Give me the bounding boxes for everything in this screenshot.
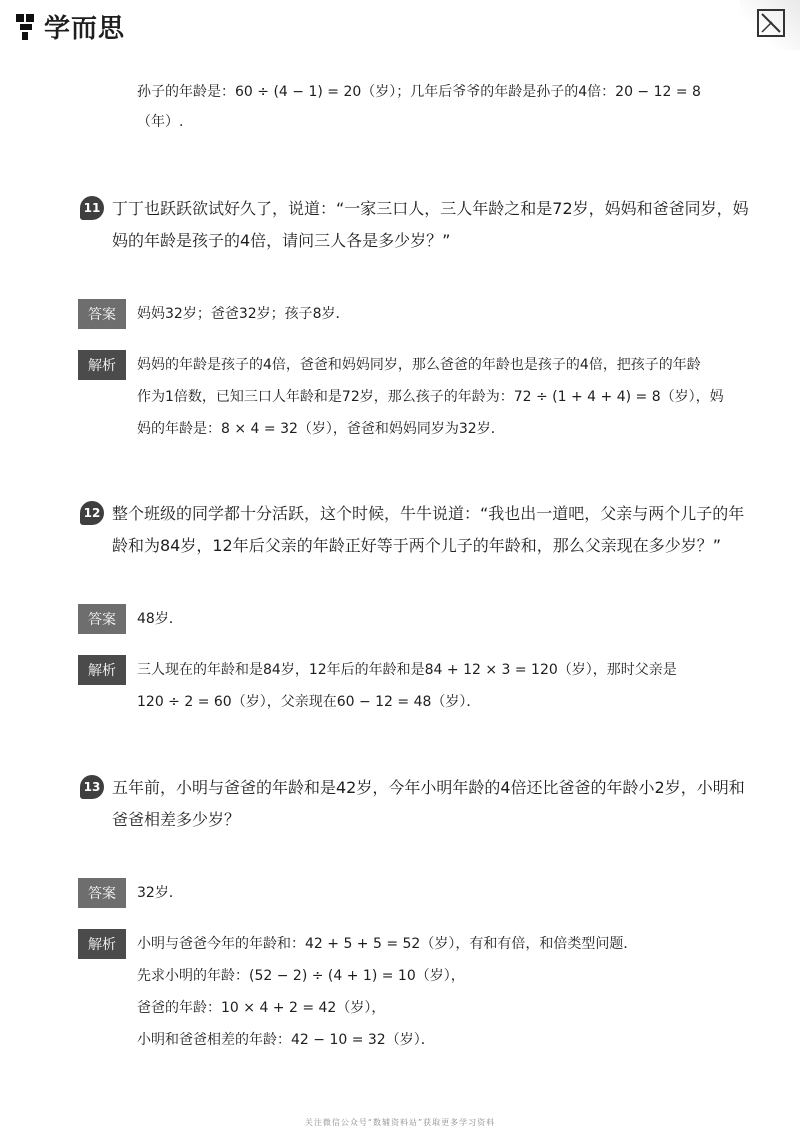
analysis-line: 先求小明的年龄：(52 − 2) ÷ (4 + 1) = 10（岁）， xyxy=(137,968,465,984)
problem-question-line: 妈的年龄是孩子的4倍，请问三人各是多少岁？” xyxy=(112,231,451,250)
answer-text: 48岁． xyxy=(137,611,183,627)
logo-mark-icon xyxy=(14,12,40,42)
analysis-line: 三人现在的年龄和是84岁，12年后的年龄和是84 + 12 × 3 = 120（岁），那时父亲是 xyxy=(137,662,677,678)
problem-question-line: 丁丁也跃跃欲试好久了，说道：“一家三口人，三人年龄之和是72岁，妈妈和爸爸同岁，妈 xyxy=(112,199,749,218)
brand-logo xyxy=(14,8,125,45)
answer-label: 答案 xyxy=(78,878,126,908)
intro-line-2: （年）. xyxy=(137,114,184,130)
problem-number-badge: 13 xyxy=(80,775,104,799)
analysis-line: 爸爸的年龄：10 × 4 + 2 = 42（岁）， xyxy=(137,1000,386,1016)
answer-label: 答案 xyxy=(78,604,126,634)
answer-label: 答案 xyxy=(78,299,126,329)
analysis-label: 解析 xyxy=(78,655,126,685)
analysis-line: 小明与爸爸今年的年龄和：42 + 5 + 5 = 52（岁），有和有倍，和倍类型问题． xyxy=(137,936,638,952)
problem-number-badge: 11 xyxy=(80,196,104,220)
analysis-line: 妈的年龄是：8 × 4 = 32（岁），爸爸和妈妈同岁为32岁． xyxy=(137,421,505,437)
analysis-line: 小明和爸爸相差的年龄：42 − 10 = 32（岁）． xyxy=(137,1032,435,1048)
answer-text: 妈妈32岁；爸爸32岁；孩子8岁． xyxy=(137,306,350,322)
problem-question-line: 龄和为84岁，12年后父亲的年龄正好等于两个儿子的年龄和，那么父亲现在多少岁？” xyxy=(112,536,722,555)
problem-question-line: 爸爸相差多少岁？ xyxy=(112,810,241,829)
brand-name: 学而思 xyxy=(44,14,126,44)
analysis-line: 作为1倍数，已知三口人年龄和是72岁，那么孩子的年龄为：72 ÷ (1 + 4 + 4) = 8（岁），妈 xyxy=(137,389,724,405)
problem-number-badge: 12 xyxy=(80,501,104,525)
analysis-label: 解析 xyxy=(78,350,126,380)
analysis-line: 120 ÷ 2 = 60（岁），父亲现在60 − 12 = 48（岁）． xyxy=(137,694,481,710)
analysis-line: 妈妈的年龄是孩子的4倍，爸爸和妈妈同岁，那么爸爸的年龄也是孩子的4倍，把孩子的年龄 xyxy=(137,357,701,373)
ruler-triangle-icon xyxy=(756,8,786,38)
intro-line-1: 孙子的年龄是：60 ÷ (4 − 1) = 20（岁）；几年后爷爷的年龄是孙子的4倍：20 − 12 = 8 xyxy=(137,84,701,100)
problem-question-line: 整个班级的同学都十分活跃，这个时候，牛牛说道：“我也出一道吧，父亲与两个儿子的年 xyxy=(112,504,745,523)
problem-question-line: 五年前，小明与爸爸的年龄和是42岁，今年小明年龄的4倍还比爸爸的年龄小2岁，小明和 xyxy=(112,778,745,797)
analysis-label: 解析 xyxy=(78,929,126,959)
footer-watermark: 关注微信公众号“数辅资料站”获取更多学习资料 xyxy=(304,1118,496,1127)
answer-text: 32岁． xyxy=(137,885,183,901)
